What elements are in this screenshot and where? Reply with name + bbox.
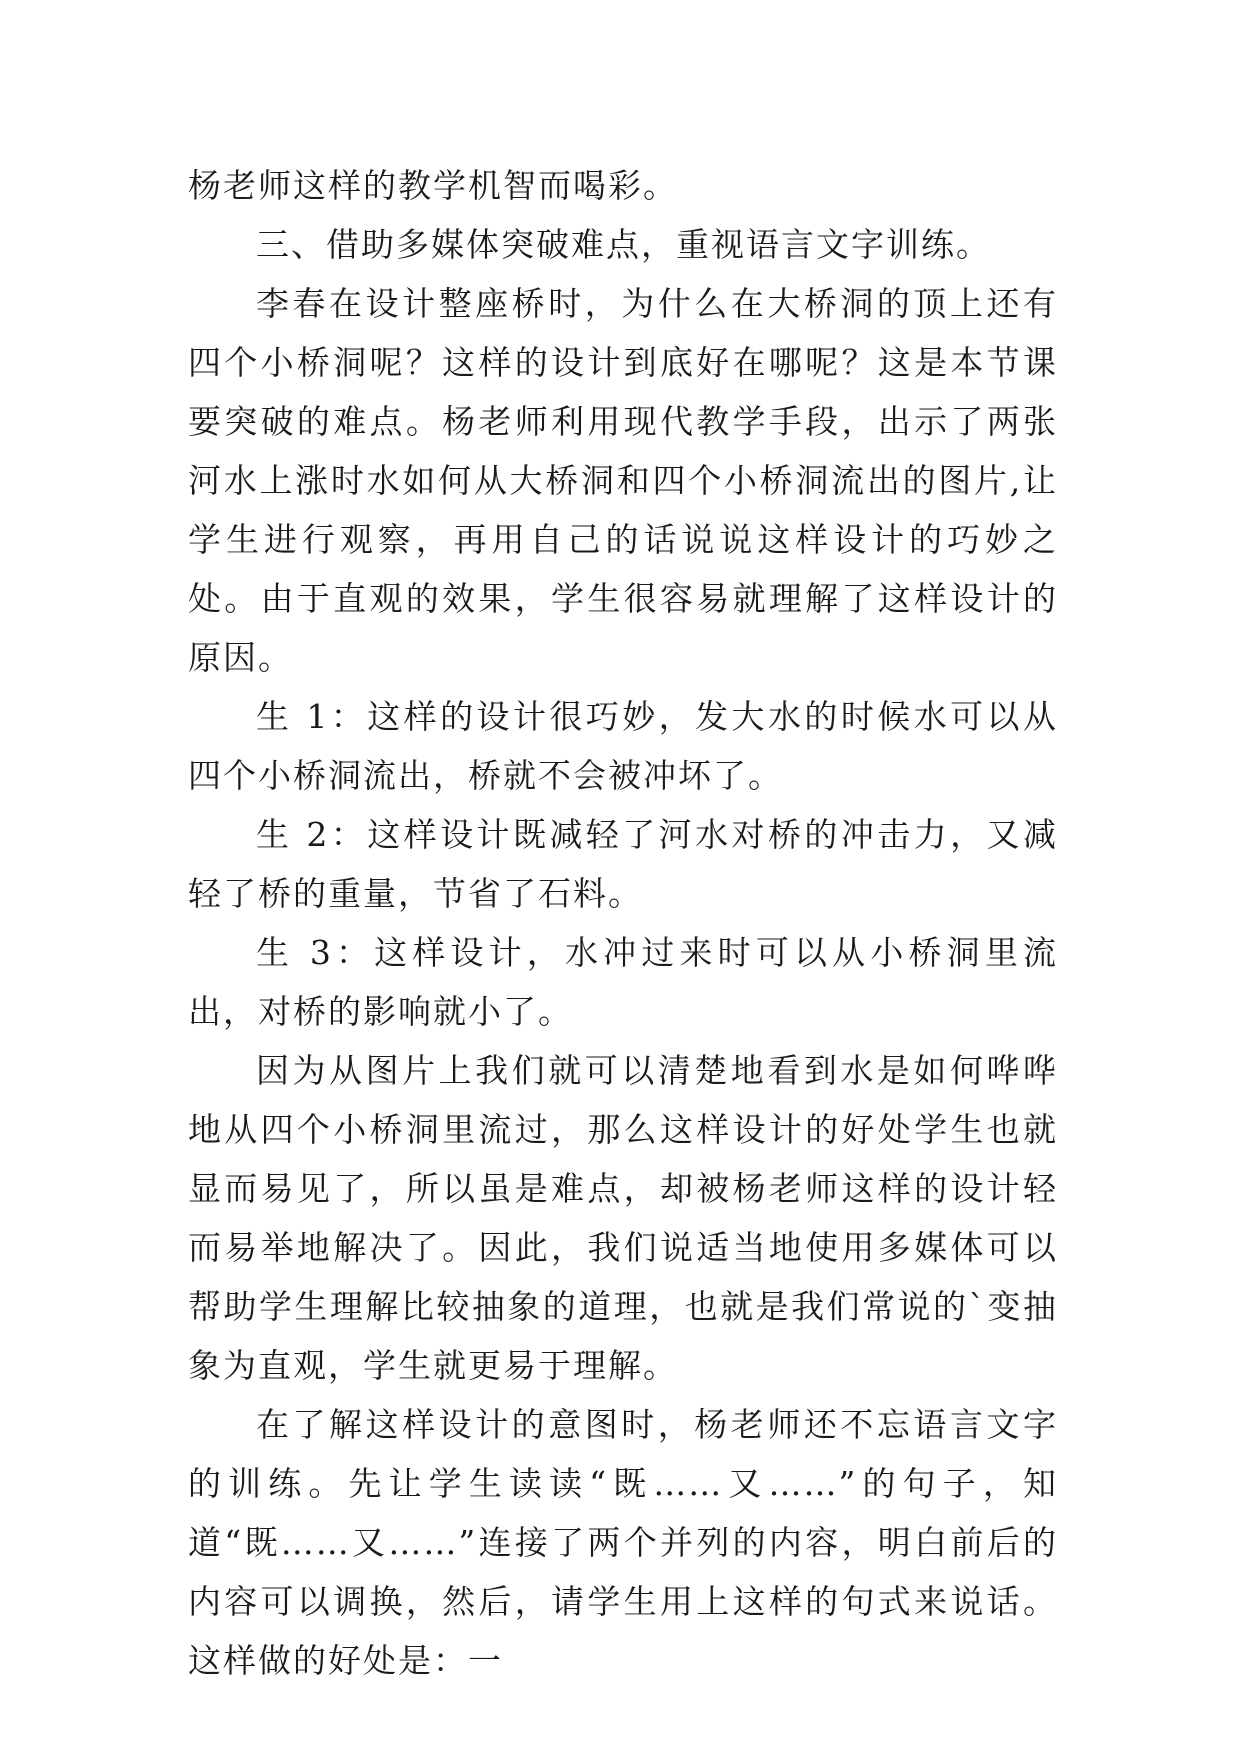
section-heading: 三、借助多媒体突破难点，重视语言文字训练。 bbox=[256, 225, 991, 264]
paragraph: 因为从图片上我们就可以清楚地看到水是如何哗哗地从四个小桥洞里流过，那么这样设计的好处学生也就显而易见了，所以虽是难点，却被杨老师这样的设计轻而易举地解决了。因此，我们说适当地使用多媒体可以帮助学生理解比较抽象的道理，也就是我们常说的`变抽象为直观，学生就更易于理解。 bbox=[188, 1051, 1058, 1385]
paragraph: 在了解这样设计的意图时，杨老师还不忘语言文字的训练。先让学生读读“既……又……”的句子，知道“既……又……”连接了两个并列的内容，明白前后的内容可以调换，然后，请学生用上这样的句式来说话。这样做的好处是：一 bbox=[188, 1405, 1058, 1680]
student-answer-1: 生 1：这样的设计很巧妙，发大水的时候水可以从四个小桥洞流出，桥就不会被冲坏了。 bbox=[188, 697, 1058, 795]
paragraph: 李春在设计整座桥时，为什么在大桥洞的顶上还有四个小桥洞呢？这样的设计到底好在哪呢？这是本节课要突破的难点。杨老师利用现代教学手段，出示了两张河水上涨时水如何从大桥洞和四个小桥洞流出的图片,让学生进行观察，再用自己的话说说这样设计的巧妙之处。由于直观的效果，学生很容易就理解了这样设计的原因。 bbox=[188, 284, 1058, 677]
student-answer-2: 生 2：这样设计既减轻了河水对桥的冲击力，又减轻了桥的重量，节省了石料。 bbox=[188, 815, 1058, 913]
paragraph-continuation: 杨老师这样的教学机智而喝彩。 bbox=[188, 166, 678, 205]
student-answer-3: 生 3：这样设计，水冲过来时可以从小桥洞里流出，对桥的影响就小了。 bbox=[188, 933, 1058, 1031]
document-body bbox=[188, 156, 1058, 1690]
